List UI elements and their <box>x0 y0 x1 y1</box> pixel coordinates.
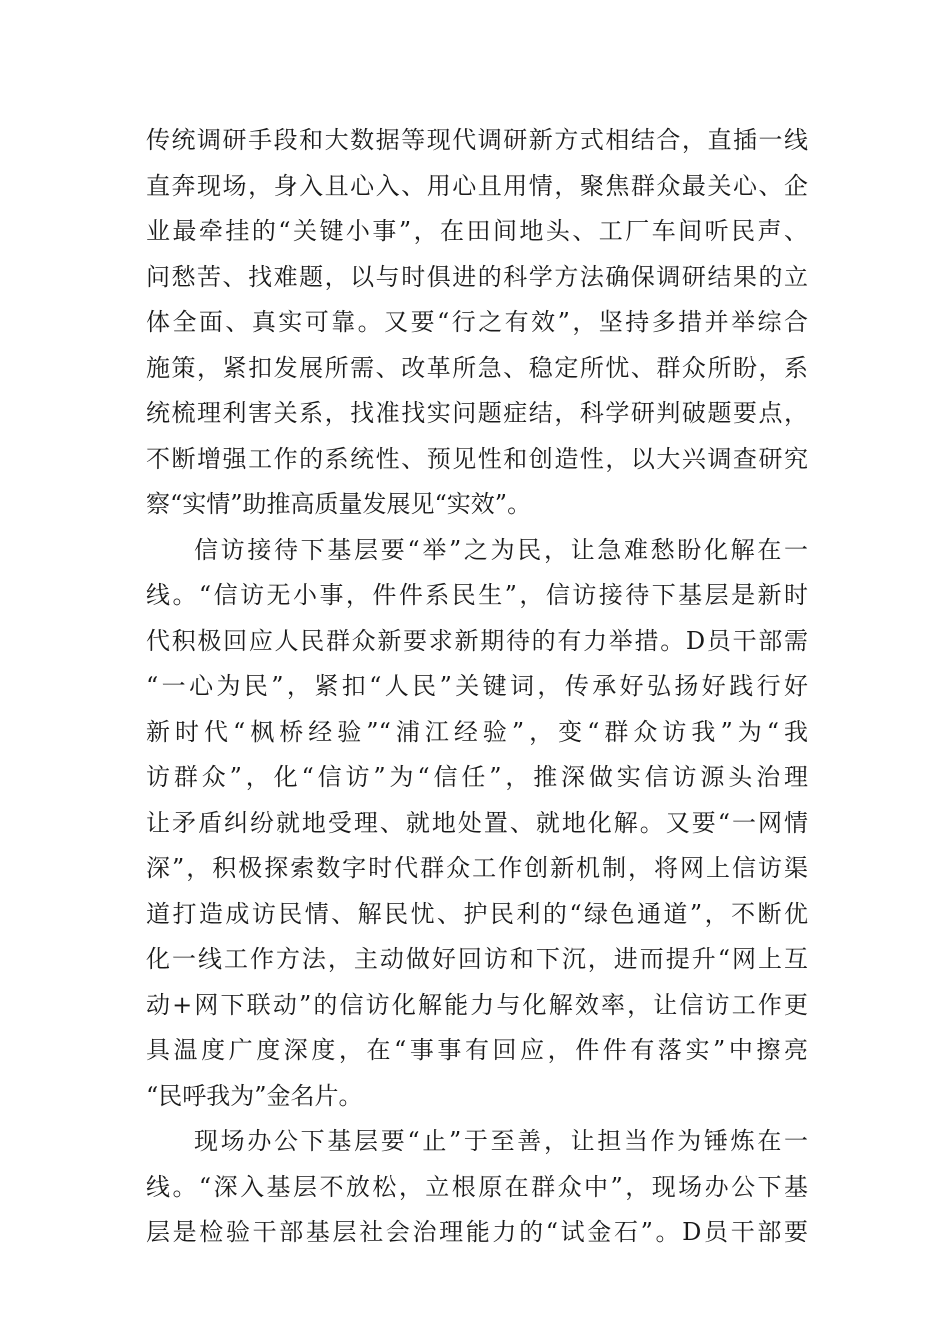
text-line: 代积极回应人民群众新要求新期待的有力举措。D员干部需 <box>146 627 808 655</box>
text-line: 动+网下联动”的信访化解能力与化解效率，让信访工作更 <box>146 991 808 1019</box>
text-line: “一心为民”，紧扣“人民”关键词，传承好弘扬好践行好 <box>146 672 808 700</box>
text-line: 具温度广度深度，在“事事有回应，件件有落实”中擦亮 <box>146 1036 808 1064</box>
text-line: 体全面、真实可靠。又要“行之有效”，坚持多措并举综合 <box>146 308 808 336</box>
text-line: 施策，紧扣发展所需、改革所急、稳定所忧、群众所盼，系 <box>146 354 808 382</box>
text-line: 直奔现场，身入且心入、用心且用情，聚焦群众最关心、企 <box>146 172 808 200</box>
text-line: “民呼我为”金名片。 <box>146 1082 363 1110</box>
text-line: 深”，积极探索数字时代群众工作创新机制，将网上信访渠 <box>146 854 808 882</box>
text-line: 传统调研手段和大数据等现代调研新方式相结合，直插一线 <box>146 126 808 154</box>
text-line: 新时代“枫桥经验”“浦江经验”，变“群众访我”为“我 <box>146 718 808 746</box>
text-line: 访群众”，化“信访”为“信任”，推深做实信访源头治理 <box>146 763 808 791</box>
text-line: 层是检验干部基层社会治理能力的“试金石”。D员干部要 <box>146 1218 808 1246</box>
text-line: 业最牵挂的“关键小事”，在田间地头、工厂车间听民声、 <box>146 217 808 245</box>
text-line: 道打造成访民情、解民忧、护民利的“绿色通道”，不断优 <box>146 900 808 928</box>
text-line: 化一线工作方法，主动做好回访和下沉，进而提升“网上互 <box>146 945 808 973</box>
text-line: 问愁苦、找难题，以与时俱进的科学方法确保调研结果的立 <box>146 263 808 291</box>
text-line: 察“实情”助推高质量发展见“实效”。 <box>146 490 532 518</box>
text-line: 不断增强工作的系统性、预见性和创造性，以大兴调查研究 <box>146 445 808 473</box>
text-line: 线。“信访无小事，件件系民生”，信访接待下基层是新时 <box>146 581 808 609</box>
text-line: 让矛盾纠纷就地受理、就地处置、就地化解。又要“一网情 <box>146 809 808 837</box>
paragraph-first-line: 信访接待下基层要“举”之为民，让急难愁盼化解在一 <box>194 536 808 564</box>
text-line: 线。“深入基层不放松，立根原在群众中”，现场办公下基 <box>146 1173 808 1201</box>
paragraph-first-line: 现场办公下基层要“止”于至善，让担当作为锤炼在一 <box>194 1127 808 1155</box>
text-line: 统梳理利害关系，找准找实问题症结，科学研判破题要点， <box>146 399 808 427</box>
